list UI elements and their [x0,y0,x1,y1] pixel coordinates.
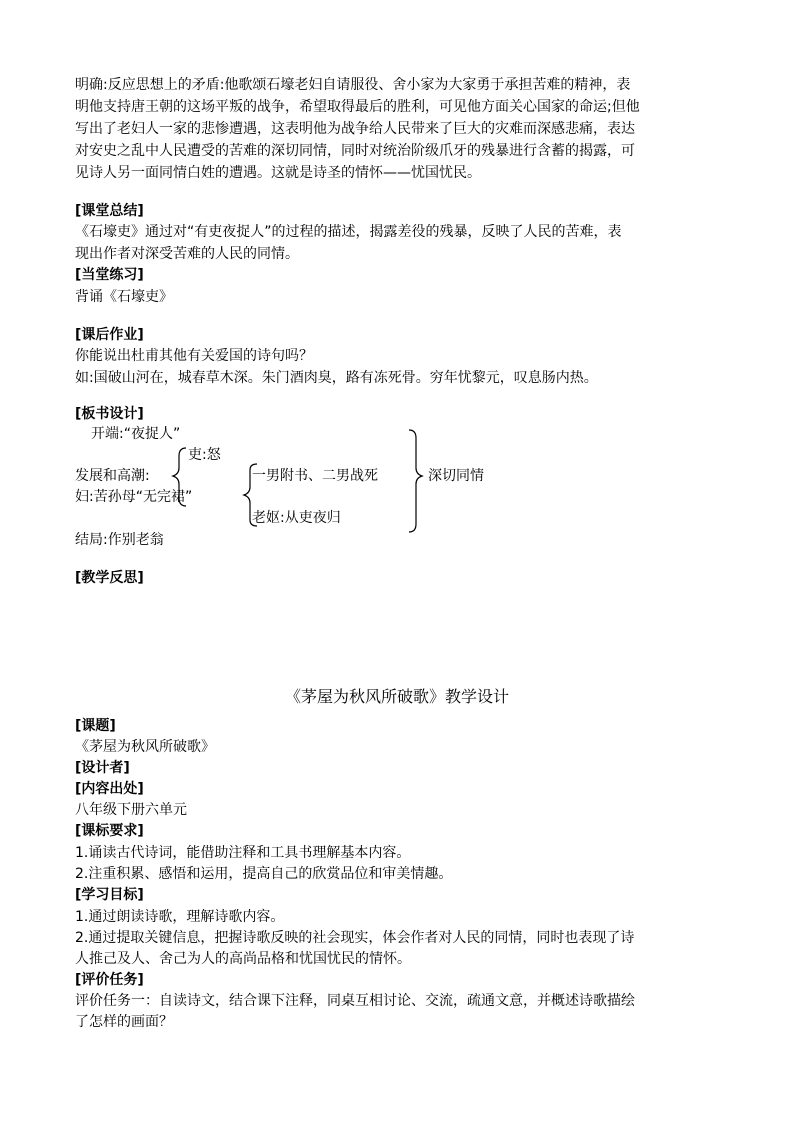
topic-line: 《茅屋为秋风所破歌》 [75,739,215,755]
section-heading-topic: [课题] [75,718,116,734]
goal-line: 2.通过提取关键信息，把握诗歌反映的社会现实，体会作者对人民的同情，同时也表现了诗 [75,930,635,946]
board-braces [75,424,475,554]
standard-line: 1.诵读古代诗词，能借助注释和工具书理解基本内容。 [75,845,411,861]
section-heading-summary: [课堂总结] [75,203,144,219]
homework-line: 你能说出杜甫其他有关爱国的诗句吗？ [75,348,313,364]
section-heading-standard: [课标要求] [75,823,144,839]
paragraph-line: 明确:反应思想上的矛盾:他歌颂石壕老妇自请服役、舍小家为大家勇于承担苦难的精神，表 [75,77,631,93]
board-sons: 一男附书、二男战死 [252,468,378,484]
document-title: 《茅屋为秋风所破歌》教学设计 [284,687,509,706]
task-line: 评价任务一：自读诗文，结合课下注释，同桌互相讨论、交流，疏通文意，并概述诗歌描绘 [75,993,635,1009]
board-design [75,424,484,554]
section-heading-reflection: [教学反思] [75,570,144,586]
task-line: 了怎样的画面？ [75,1014,173,1030]
goal-line: 1.通过朗读诗歌，理解诗歌内容。 [75,909,285,925]
section-heading-homework: [课后作业] [75,327,144,343]
brace-left [173,448,186,506]
board-development: 发展和高潮: [75,468,150,484]
standard-line: 2.注重积累、感悟和运用，提高自己的欣赏品位和审美情趣。 [75,866,453,882]
board-sympathy: 深切同情 [428,468,484,484]
summary-line: 《石壕吏》通过对“有吏夜捉人”的过程的描述，揭露差役的残暴，反映了人民的苦难，表 [75,224,622,240]
section-heading-source: [内容出处] [75,781,144,797]
board-official: 吏:怒 [188,447,221,463]
board-old-woman: 老妪:从吏夜归 [252,510,341,526]
section-heading-tasks: [评价任务] [75,972,144,988]
paragraph-line: 写出了老妇人一家的悲惨遭遇，这表明他为战争给人民带来了巨大的灾难而深感悲痛，表达 [75,121,635,137]
board-opening: 开端:“夜捉人” [91,426,181,442]
paragraph-line: 明他支持唐王朝的这场平叛的战争，希望取得最后的胜利，可见他方面关心国家的命运;但他 [75,99,640,115]
board-ending: 结局:作别老翁 [75,532,164,548]
homework-line: 如:国破山河在，城春草木深。朱门酒肉臭，路有冻死骨。穷年忧黎元，叹息肠内热。 [75,370,598,386]
brace-middle [244,464,257,526]
board-woman: 妇:苦孙母“无完裙” [75,489,193,505]
brace-right [409,430,422,532]
source-line: 八年级下册六单元 [75,802,187,818]
section-heading-board: [板书设计] [75,406,144,422]
goal-line: 人推己及人、舍己为人的高尚品格和忧国忧民的情怀。 [75,951,411,967]
paragraph-line: 对安史之乱中人民遭受的苦难的深切同情，同时对统治阶级爪牙的残暴进行含蓄的揭露，可 [75,143,635,159]
section-heading-designer: [设计者] [75,760,130,776]
practice-line: 背诵《石壕吏》 [75,289,173,305]
summary-line: 现出作者对深受苦难的人民的同情。 [75,246,299,262]
section-heading-goals: [学习目标] [75,887,144,903]
paragraph-line: 见诗人另一面同情白姓的遭遇。这就是诗圣的情怀——忧国忧民。 [75,165,481,181]
section-heading-practice: [当堂练习] [75,267,144,283]
